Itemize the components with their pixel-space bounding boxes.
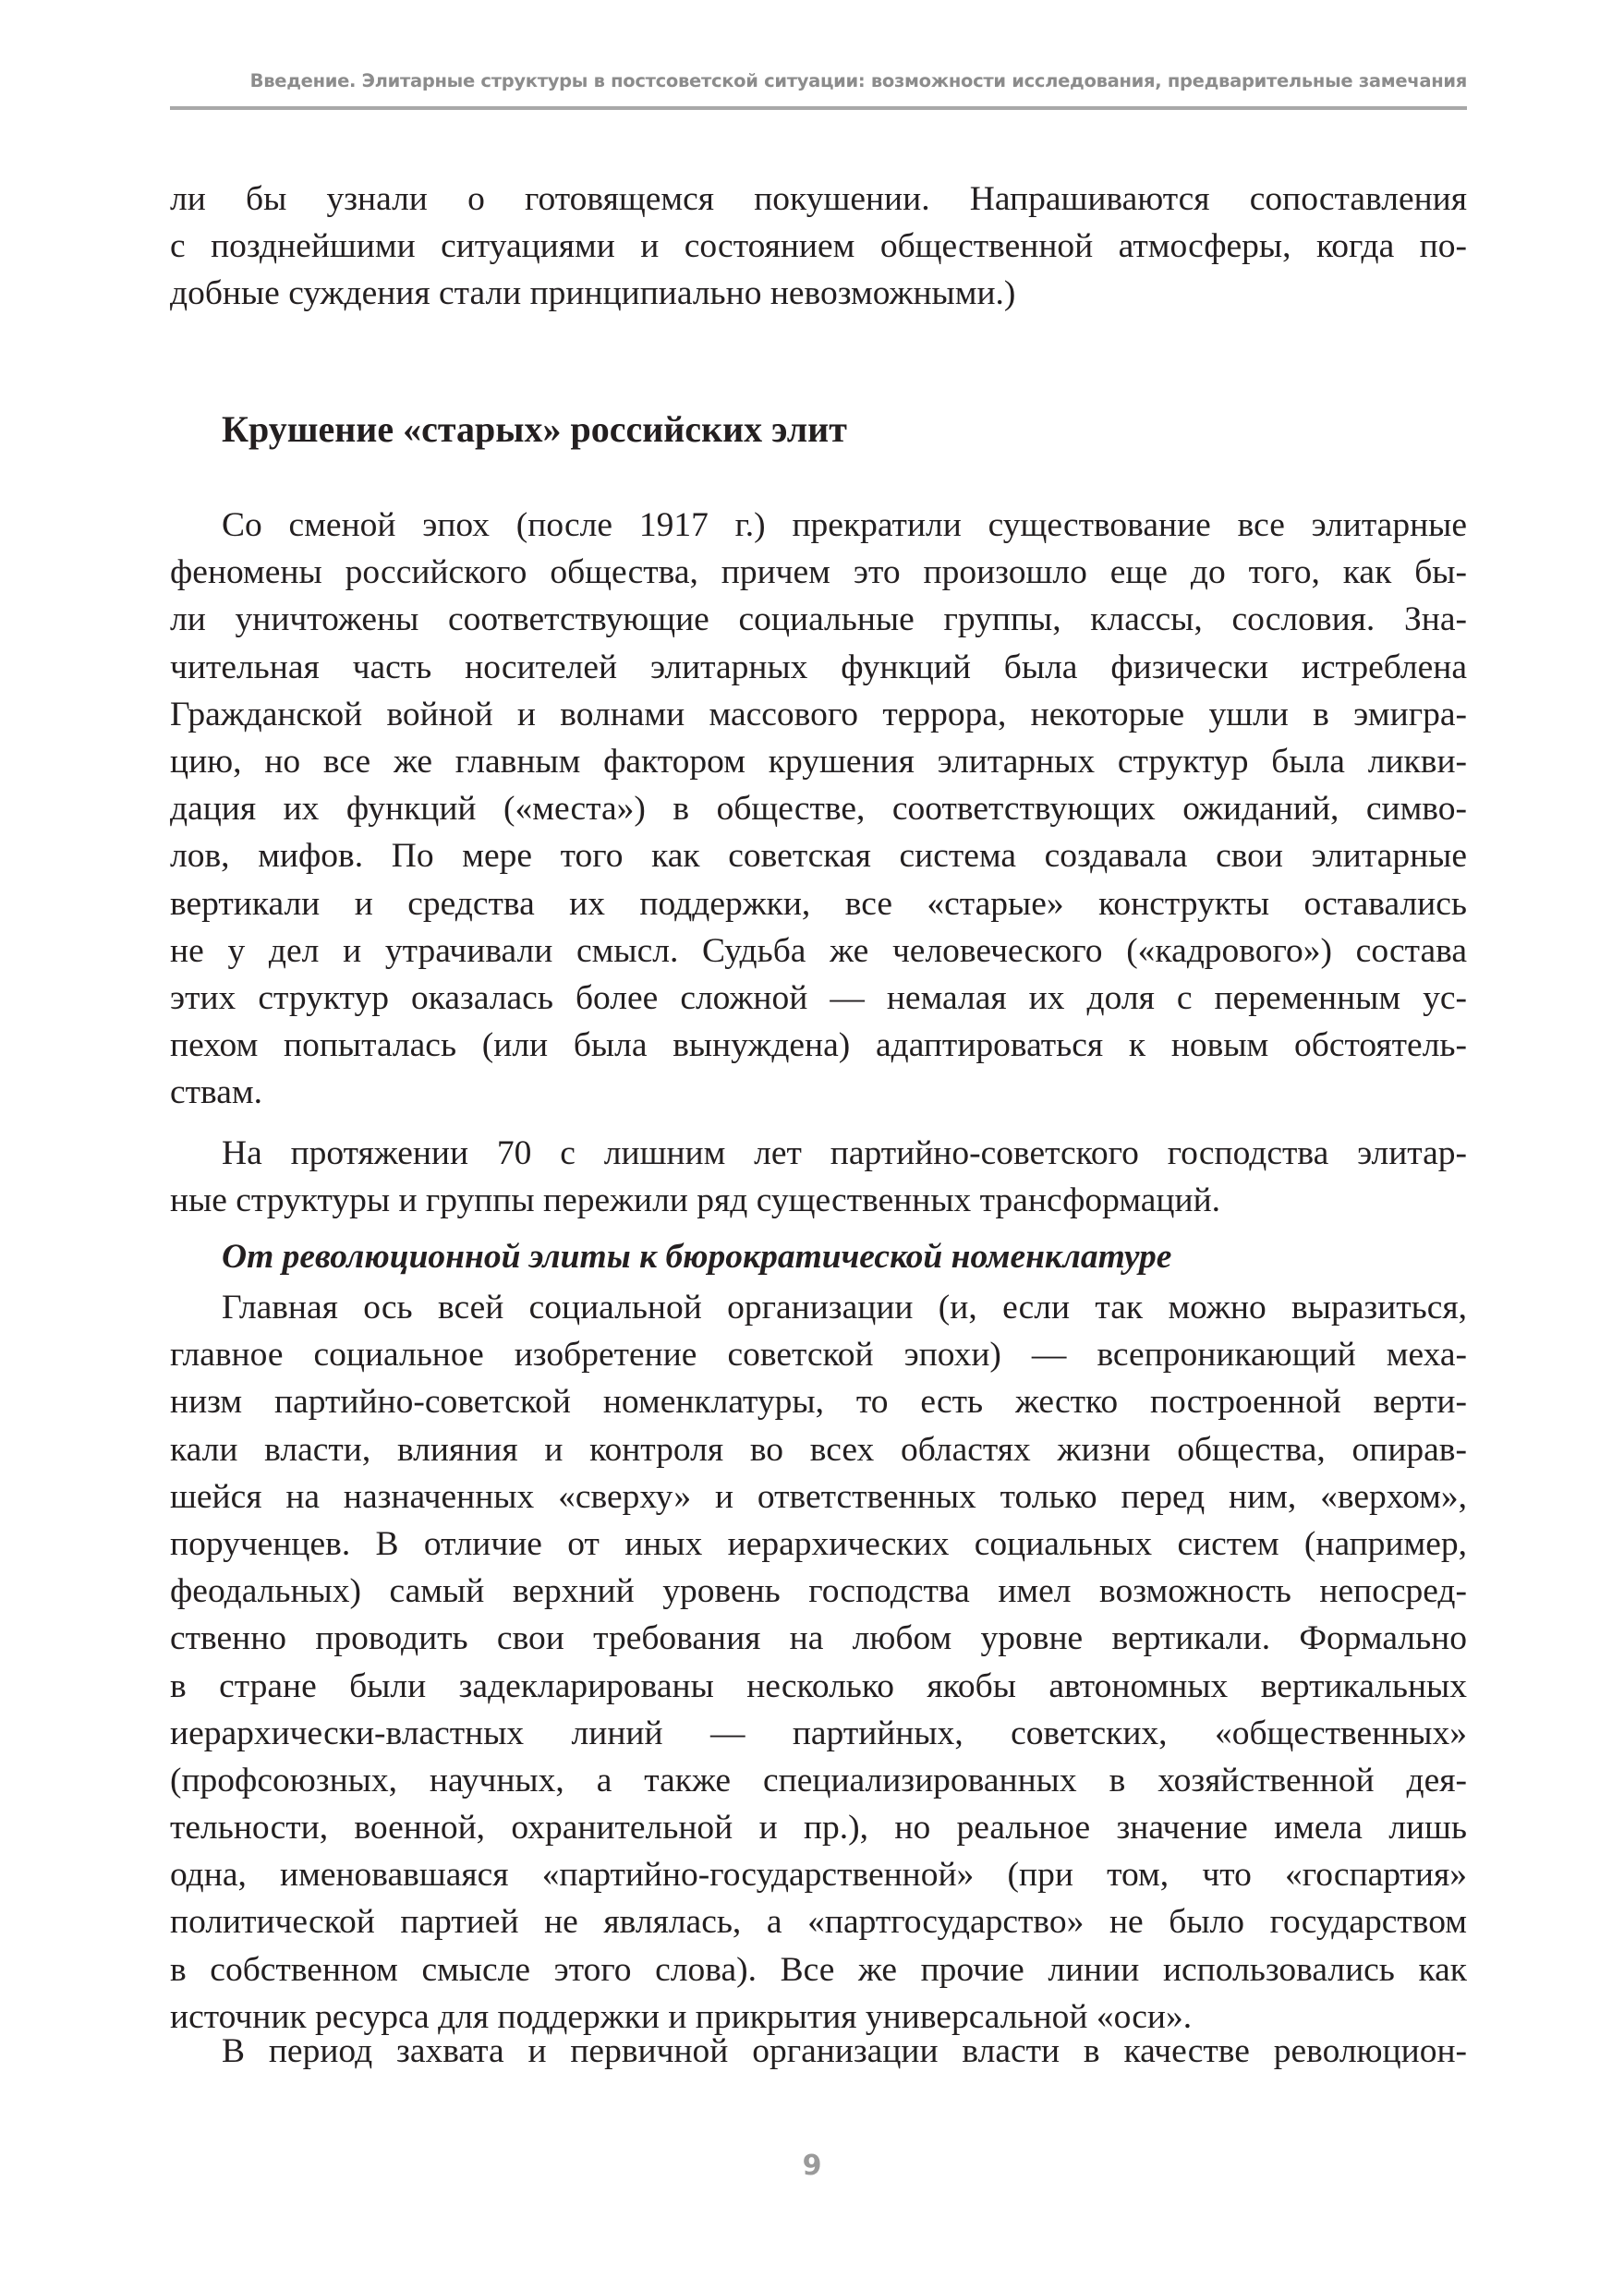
- paragraph: [170, 1284, 1467, 2041]
- text-line: добные суждения стали принципиально невозможными.): [170, 274, 1016, 313]
- text-line: Гражданской войной и волнами массового террора, некоторые ушли в эмигра-: [170, 695, 1467, 733]
- text-line: низм партийно-советской номенклатуры, то есть жестко построенной верти-: [170, 1383, 1467, 1422]
- text-line: феодальных) самый верхний уровень господства имел возможность непосред-: [170, 1572, 1467, 1611]
- text-line: ные структуры и группы пережили ряд существенных трансформаций.: [170, 1181, 1221, 1220]
- subsection-heading: От революционной элиты к бюрократической номенклатуре: [222, 1238, 1172, 1276]
- text-line: цию, но все же главным фактором крушения элитарных структур была ликви-: [170, 742, 1467, 781]
- text-line: в стране были задекларированы несколько якобы автономных вертикальных: [170, 1666, 1467, 1705]
- paragraph: [170, 2028, 1467, 2075]
- text-line: тельности, военной, охранительной и пр.), но реальное значение имела лишь: [170, 1809, 1467, 1848]
- text-line: ственно проводить свои требования на любом уровне вертикали. Формально: [170, 1619, 1467, 1658]
- paragraph: [170, 502, 1467, 1116]
- text-line: чительная часть носителей элитарных функций была физически истреблена: [170, 648, 1467, 686]
- text-line: ствам.: [170, 1073, 262, 1112]
- text-line: ли уничтожены соответствующие социальные группы, классы, сословия. Зна-: [170, 600, 1467, 639]
- text-line: источник ресурса для поддержки и прикрытия универсальной «оси».: [170, 1997, 1193, 2036]
- text-line: (профсоюзных, научных, а также специализированных в хозяйственной дея-: [170, 1761, 1467, 1799]
- text-line: дация их функций («места») в обществе, соответствующих ожиданий, симво-: [170, 790, 1467, 829]
- text-line: Главная ось всей социальной организации (и, если так можно выразиться,: [222, 1289, 1467, 1327]
- text-line: не у дел и утрачивали смысл. Судьба же человеческого («кадрового») состава: [170, 931, 1467, 970]
- text-line: вертикали и средства их поддержки, все «старые» конструкты оставались: [170, 884, 1467, 923]
- text-line: иерархически-властных линий — партийных, советских, «общественных»: [170, 1714, 1467, 1752]
- text-line: пехом попыталась (или была вынуждена) адаптироваться к новым обстоятель-: [170, 1026, 1467, 1065]
- running-head: Введение. Элитарные структуры в постсоветской ситуации: возможности исследования, предварительные замечания: [249, 70, 1467, 91]
- paragraph: [170, 1130, 1467, 1224]
- paragraph-continuation: [170, 176, 1467, 318]
- text-line: На протяжении 70 с лишним лет партийно-советского господства элитар-: [222, 1134, 1467, 1172]
- text-line: ли бы узнали о готовящемся покушении. Напрашиваются сопоставления: [170, 180, 1467, 218]
- text-line: кали власти, влияния и контроля во всех областях жизни общества, опирав-: [170, 1430, 1467, 1469]
- text-line: главное социальное изобретение советской эпохи) — всепроникающий меха-: [170, 1336, 1467, 1375]
- text-line: лов, мифов. По мере того как советская система создавала свои элитарные: [170, 837, 1467, 876]
- header-rule: [170, 106, 1467, 110]
- section-heading: Крушение «старых» российских элит: [222, 408, 847, 450]
- text-line: феномены российского общества, причем это произошло еще до того, как бы-: [170, 553, 1467, 592]
- text-line: в собственном смысле этого слова). Все же прочие линии использовались как: [170, 1950, 1467, 1989]
- text-line: порученцев. В отличие от иных иерархических социальных систем (например,: [170, 1524, 1467, 1563]
- text-line: Со сменой эпох (после 1917 г.) прекратили существование все элитарные: [222, 506, 1467, 544]
- text-line: шейся на назначенных «сверху» и ответственных только перед ним, «верхом»,: [170, 1477, 1467, 1516]
- text-line: с позднейшими ситуациями и состоянием общественной атмосферы, когда по-: [170, 227, 1467, 266]
- page-number: 9: [802, 2150, 822, 2182]
- text-line: политической партией не являлась, а «партгосударство» не было государством: [170, 1903, 1467, 1942]
- text-line: одна, именовавшаяся «партийно-государственной» (при том, что «госпартия»: [170, 1856, 1467, 1895]
- text-line: В период захвата и первичной организации власти в качестве революцион-: [222, 2032, 1467, 2070]
- text-line: этих структур оказалась более сложной — немалая их доля с переменным ус-: [170, 978, 1467, 1017]
